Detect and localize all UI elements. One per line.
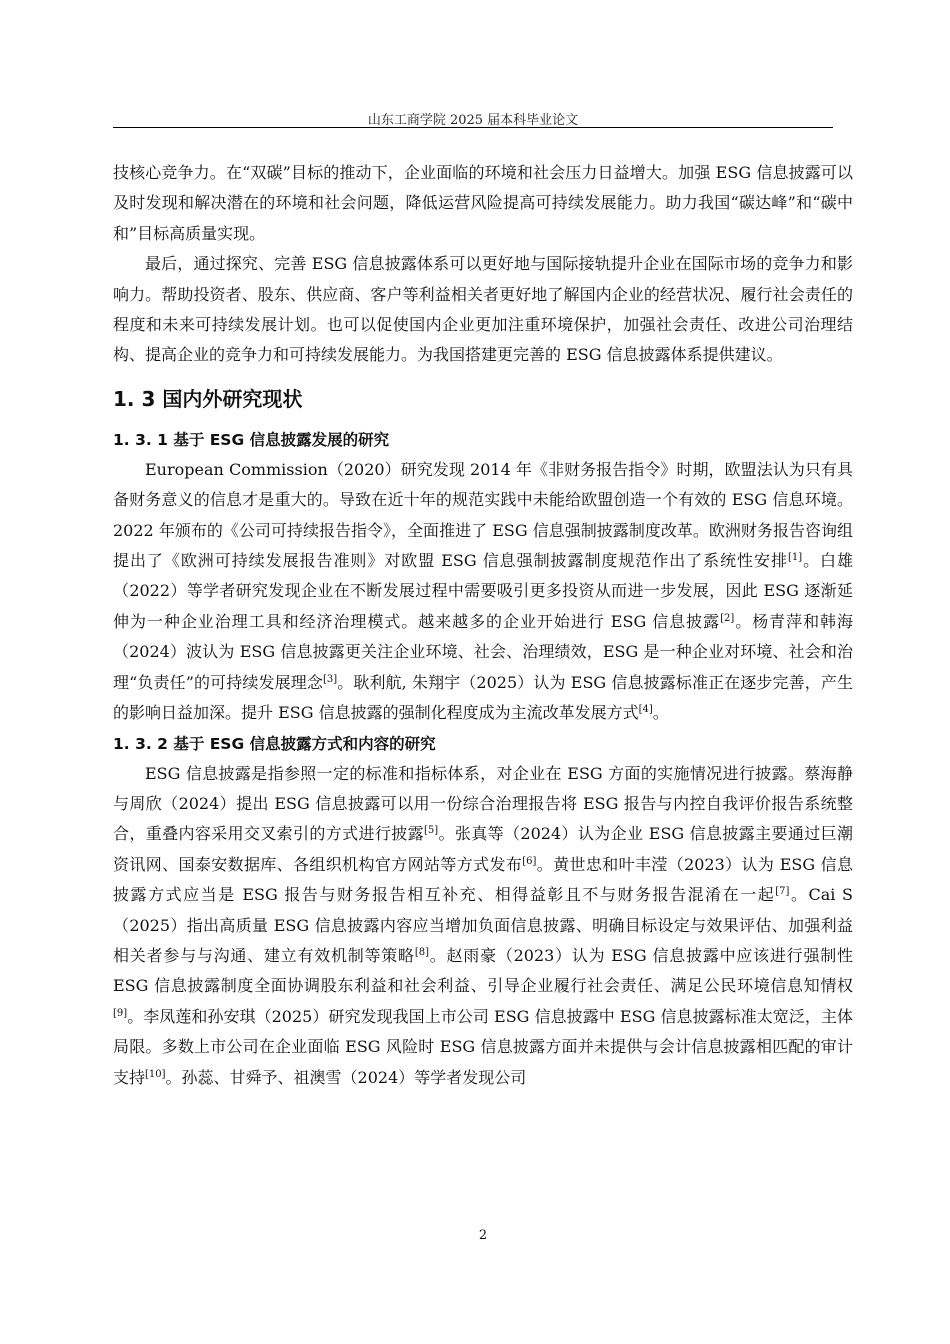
text-run: 。黄世忠和叶丰滢（2023）认为 ESG 信息披露方式应当是 ESG 报告与财务报告相互补充、相得益彰且不与财务报告混淆在一起 — [113, 854, 853, 905]
paragraph — [113, 455, 853, 729]
text-run: 。李凤莲和孙安琪（2025）研究发现我国上市公司 ESG 信息披露中 ESG 信息披露标准太宽泛，主体局限。多数上市公司在企业面临 ESG 风险时 ESG 信息披露方面并未提供与会计信息披露相匹配的审计支持 — [113, 1006, 853, 1087]
subsection-heading-1-3-2: 1. 3. 2 基于 ESG 信息披露方式和内容的研究 — [113, 734, 436, 753]
citation-9: [9] — [113, 1007, 128, 1019]
body-text — [113, 158, 853, 1093]
paragraph: 技核心竞争力。在“双碳”目标的推动下，企业面临的环境和社会压力日益增大。加强 ESG 信息披露可以及时发现和解决潜在的环境和社会问题，降低运营风险提高可持续发展能力。助力我国“碳达峰”和“碳中和”目标高质量实现。 — [113, 163, 853, 243]
subsection-heading-1-3-1: 1. 3. 1 基于 ESG 信息披露发展的研究 — [113, 430, 390, 449]
running-header: 山东工商学院 2025 届本科毕业论文 — [367, 113, 579, 128]
text-run: 。杨青萍和韩海（2024）波认为 ESG 信息披露更关注企业环境、社会、治理绩效，ESG 是一种企业对环境、社会和治理“负责任”的可持续发展理念 — [113, 611, 853, 692]
paragraph: 最后，通过探究、完善 ESG 信息披露体系可以更好地与国际接轨提升企业在国际市场的竞争力和影响力。帮助投资者、股东、供应商、客户等利益相关者更好地了解国内企业的经营状况、履行社会责任的程度和未来可持续发展计划。也可以促使国内企业更加注重环境保护，加强社会责任、改进公司治理结构、提高企业的竞争力和可持续发展能力。为我国搭建更完善的 ESG 信息披露体系提供建议。 — [113, 254, 853, 365]
text-run: 。白雄（2022）等学者研究发现企业在不断发展过程中需要吸引更多投资从而进一步发展，因此 ESG 逐渐延伸为一种企业治理工具和经济治理模式。越来越多的企业开始进行 ESG 信息披露 — [113, 551, 853, 631]
text-run: 。孙蕊、甘舜予、祖澳雪（2024）等学者发现公司 — [165, 1067, 527, 1087]
citation-4: [4] — [638, 704, 653, 716]
text-run: 。耿利航, 朱翔宇（2025）认为 ESG 信息披露标准正在逐步完善，产生的影响日益加深。提升 ESG 信息披露的强制化程度成为主流改革发展方式 — [113, 672, 853, 723]
citation-5: [5] — [424, 825, 439, 837]
text-run: 。赵雨豪（2023）认为 ESG 信息披露中应该进行强制性 ESG 信息披露制度全面协调股东利益和社会利益、引导企业履行社会责任、满足公民环境信息知情权 — [113, 945, 853, 996]
text-run: ESG 信息披露是指参照一定的标准和指标体系，对企业在 ESG 方面的实施情况进行披露。蔡海静与周欣（2024）提出 ESG 信息披露可以用一份综合治理报告将 ESG 报告与内控自我评价报告系统整合，重叠内容采用交叉索引的方式进行披露 — [113, 763, 853, 844]
text-run: 。 — [652, 703, 669, 723]
citation-8: [8] — [414, 946, 429, 958]
citation-3: [3] — [322, 673, 338, 685]
paragraph — [113, 759, 853, 1093]
citation-2: [2] — [720, 612, 735, 624]
text-run: 。Cai S（2025）指出高质量 ESG 信息披露内容应当增加负面信息披露、明确目标设定与效果评估、加强利益相关者参与与沟通、建立有效机制等策略 — [113, 885, 853, 965]
citation-10: [10] — [145, 1068, 166, 1080]
text-run: 。张真等（2024）认为企业 ESG 信息披露主要通过巨潮资讯网、国泰安数据库、各组织机构官方网站等方式发布 — [113, 824, 853, 874]
section-heading-1-3: 1. 3 国内外研究现状 — [113, 386, 303, 411]
citation-7: [7] — [775, 886, 790, 898]
header-rule — [113, 127, 833, 128]
citation-1: [1] — [787, 552, 803, 564]
citation-6: [6] — [522, 855, 537, 867]
page-number: 2 — [478, 1228, 488, 1243]
text-run: European Commission（2020）研究发现 2014 年《非财务报告指令》时期，欧盟法认为只有具备财务意义的信息才是重大的。导致在近十年的规范实践中未能给欧盟创造一个有效的 ESG 信息环境。2022 年颁布的《公司可持续报告指令》，全面推进了 ESG 信息强制披露制度改革。欧洲财务报告咨询组提出了《欧洲可持续发展报告准则》对欧盟 ESG 信息强制披露制度规范作出了系统性安排 — [113, 459, 853, 571]
